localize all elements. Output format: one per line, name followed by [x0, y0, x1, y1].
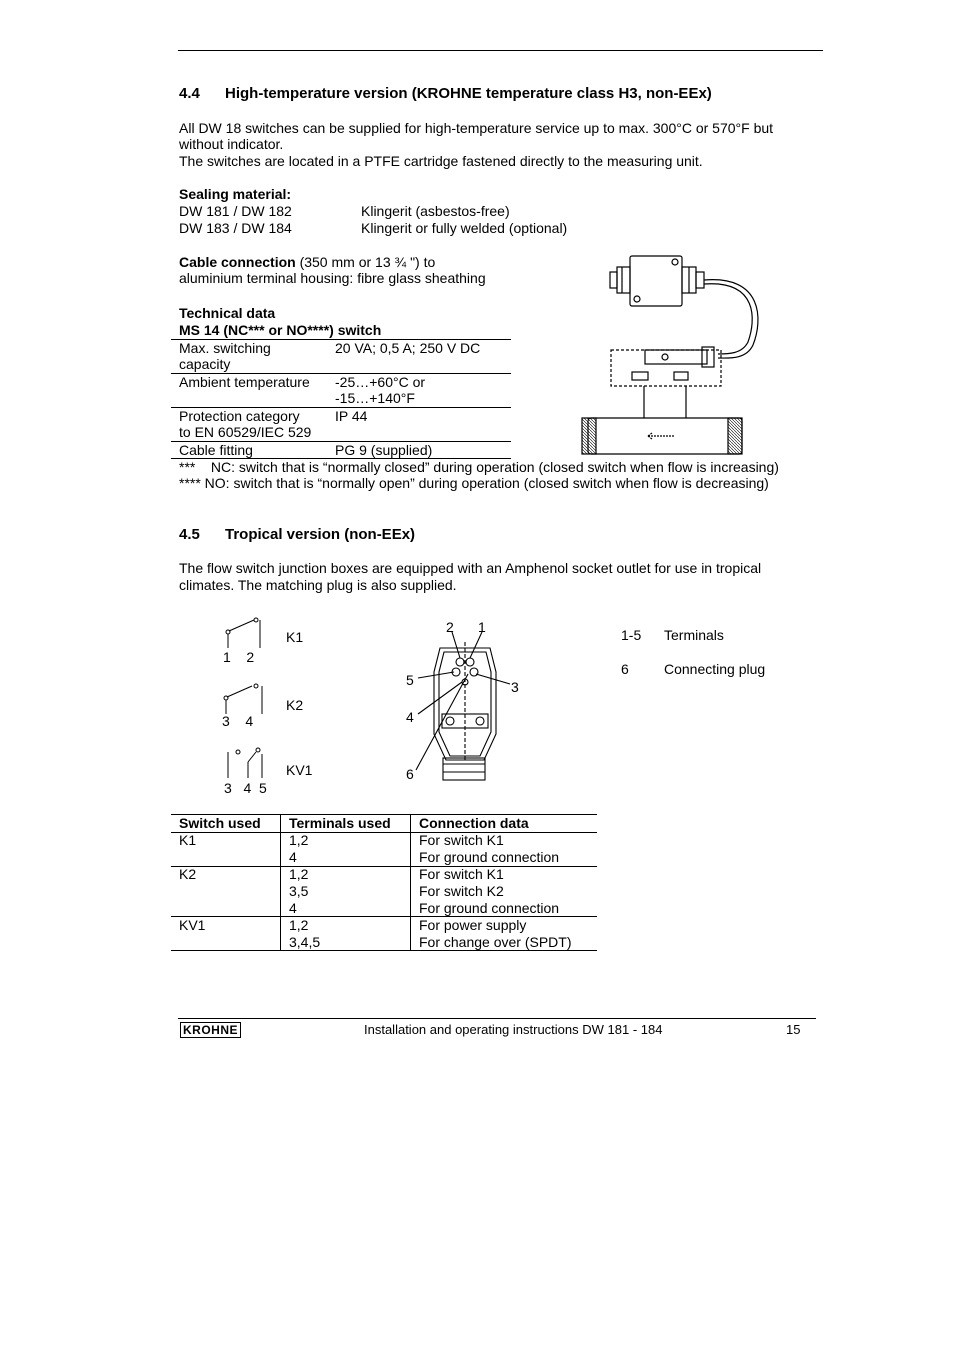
tech-row-3-label1: Protection category — [179, 408, 300, 424]
section-4-4-para-line3: The switches are located in a PTFE cartridge fastened directly to the measuring unit. — [179, 153, 703, 169]
note-no: **** NO: switch that is “normally open” during operation (closed switch when flow is decreasing) — [179, 475, 769, 491]
conn-table-rule — [171, 832, 597, 833]
plug-label-6: 6 — [406, 766, 414, 782]
section-4-4-title: High-temperature version (KROHNE temperature class H3, non-EEx) — [225, 85, 712, 102]
conn-row-k2-data-2: For switch K2 — [419, 883, 504, 899]
tech-row-2-value1: -25…+60°C or — [335, 374, 426, 390]
tech-row-2-label1: Ambient temperature — [179, 374, 310, 390]
tech-row-3-label2: to EN 60529/IEC 529 — [179, 424, 312, 440]
tech-row-1-value: 20 VA; 0,5 A; 250 V DC — [335, 340, 481, 356]
section-4-5-para-line1: The flow switch junction boxes are equipped with an Amphenol socket outlet for use in tropical — [179, 560, 762, 576]
conn-table-rule — [171, 866, 597, 867]
cable-connection-label: Cable connection — [179, 254, 296, 270]
tech-data-subheading: MS 14 (NC*** or NO****) switch — [179, 322, 382, 338]
plug-label-3: 3 — [511, 679, 519, 695]
conn-row-k2-switch: K2 — [179, 866, 197, 882]
sealing-model-1: DW 181 / DW 182 — [179, 203, 292, 219]
plug-label-5: 5 — [406, 672, 414, 688]
switch-k1-label: K1 — [286, 629, 304, 645]
legend-key-1: 1-5 — [621, 627, 642, 643]
section-4-4-para-line2: without indicator. — [179, 136, 284, 152]
tech-data-heading: Technical data — [179, 305, 276, 321]
conn-row-kv1-data-1: For power supply — [419, 917, 527, 933]
sealing-material-2: Klingerit or fully welded (optional) — [361, 220, 568, 236]
tech-row-1-label2: capacity — [179, 356, 231, 372]
switch-k2-label: K2 — [286, 697, 304, 713]
switch-kv1-terminals: 3 4 5 — [224, 780, 267, 796]
switch-k1-terminals: 1 2 — [223, 649, 255, 665]
section-4-4-para-line1: All DW 18 switches can be supplied for high-temperature service up to max. 300°C or 570°F but — [179, 120, 774, 136]
tech-row-4-label1: Cable fitting — [179, 442, 253, 458]
section-4-4-number: 4.4 — [179, 85, 200, 102]
conn-row-k2-term-3: 4 — [289, 900, 297, 916]
conn-row-k1-term-2: 4 — [289, 849, 297, 865]
section-4-5-number: 4.5 — [179, 526, 200, 543]
conn-row-k2-term-1: 1,2 — [289, 866, 309, 882]
tech-row-3-value: IP 44 — [335, 408, 368, 424]
switch-kv1-label: KV1 — [286, 762, 313, 778]
sealing-heading: Sealing material: — [179, 186, 292, 202]
legend-value-2: Connecting plug — [664, 661, 766, 677]
amphenol-plug-drawing — [398, 612, 524, 794]
switch-k2-symbol — [220, 680, 270, 716]
conn-row-k2-data-3: For ground connection — [419, 900, 560, 916]
conn-header-switch: Switch used — [179, 815, 261, 831]
conn-table-divider — [280, 814, 281, 950]
note-nc: *** NC: switch that is “normally closed” during operation (closed switch when flow is increasing) — [179, 459, 779, 475]
tech-row-2-value2: -15…+140°F — [335, 390, 415, 406]
conn-row-kv1-switch: KV1 — [179, 917, 206, 933]
legend-key-2: 6 — [621, 661, 629, 677]
sealing-material-1: Klingerit (asbestos-free) — [361, 203, 510, 219]
flow-switch-drawing — [578, 250, 766, 460]
conn-row-k1-data-2: For ground connection — [419, 849, 560, 865]
footer-rule — [178, 1018, 816, 1019]
switch-k1-symbol — [220, 614, 270, 650]
cable-connection-line2: aluminium terminal housing: fibre glass sheathing — [179, 270, 486, 286]
conn-row-k1-switch: K1 — [179, 832, 197, 848]
sealing-model-2: DW 183 / DW 184 — [179, 220, 292, 236]
section-4-5-para-line2: climates. The matching plug is also supplied. — [179, 577, 457, 593]
footer-doc-title: Installation and operating instructions DW 181 - 184 — [364, 1022, 663, 1037]
krohne-logo: KROHNE — [180, 1022, 241, 1038]
tech-row-4-value: PG 9 (supplied) — [335, 442, 433, 458]
section-4-5-title: Tropical version (non-EEx) — [225, 526, 416, 543]
switch-k2-terminals: 3 4 — [222, 713, 254, 729]
tech-row-1-label1: Max. switching — [179, 340, 271, 356]
footer-page-number: 15 — [786, 1022, 801, 1037]
switch-kv1-symbol — [220, 744, 270, 780]
conn-row-kv1-term-1: 1,2 — [289, 917, 309, 933]
conn-table-divider — [410, 814, 411, 950]
cable-connection-rest: (350 mm or 13 ¾ ") to — [295, 254, 436, 270]
plug-label-4: 4 — [406, 709, 414, 725]
conn-row-k1-data-1: For switch K1 — [419, 832, 504, 848]
cable-connection-line1 — [179, 254, 435, 271]
conn-header-terminals: Terminals used — [289, 815, 391, 831]
plug-label-2: 2 — [446, 619, 454, 635]
conn-header-data: Connection data — [419, 815, 529, 831]
legend-value-1: Terminals — [664, 627, 724, 643]
conn-row-k2-term-2: 3,5 — [289, 883, 309, 899]
conn-row-kv1-data-2: For change over (SPDT) — [419, 934, 572, 950]
plug-label-1: 1 — [478, 619, 486, 635]
conn-row-k1-term-1: 1,2 — [289, 832, 309, 848]
header-rule — [178, 50, 823, 51]
conn-row-k2-data-1: For switch K1 — [419, 866, 504, 882]
conn-row-kv1-term-2: 3,4,5 — [289, 934, 321, 950]
